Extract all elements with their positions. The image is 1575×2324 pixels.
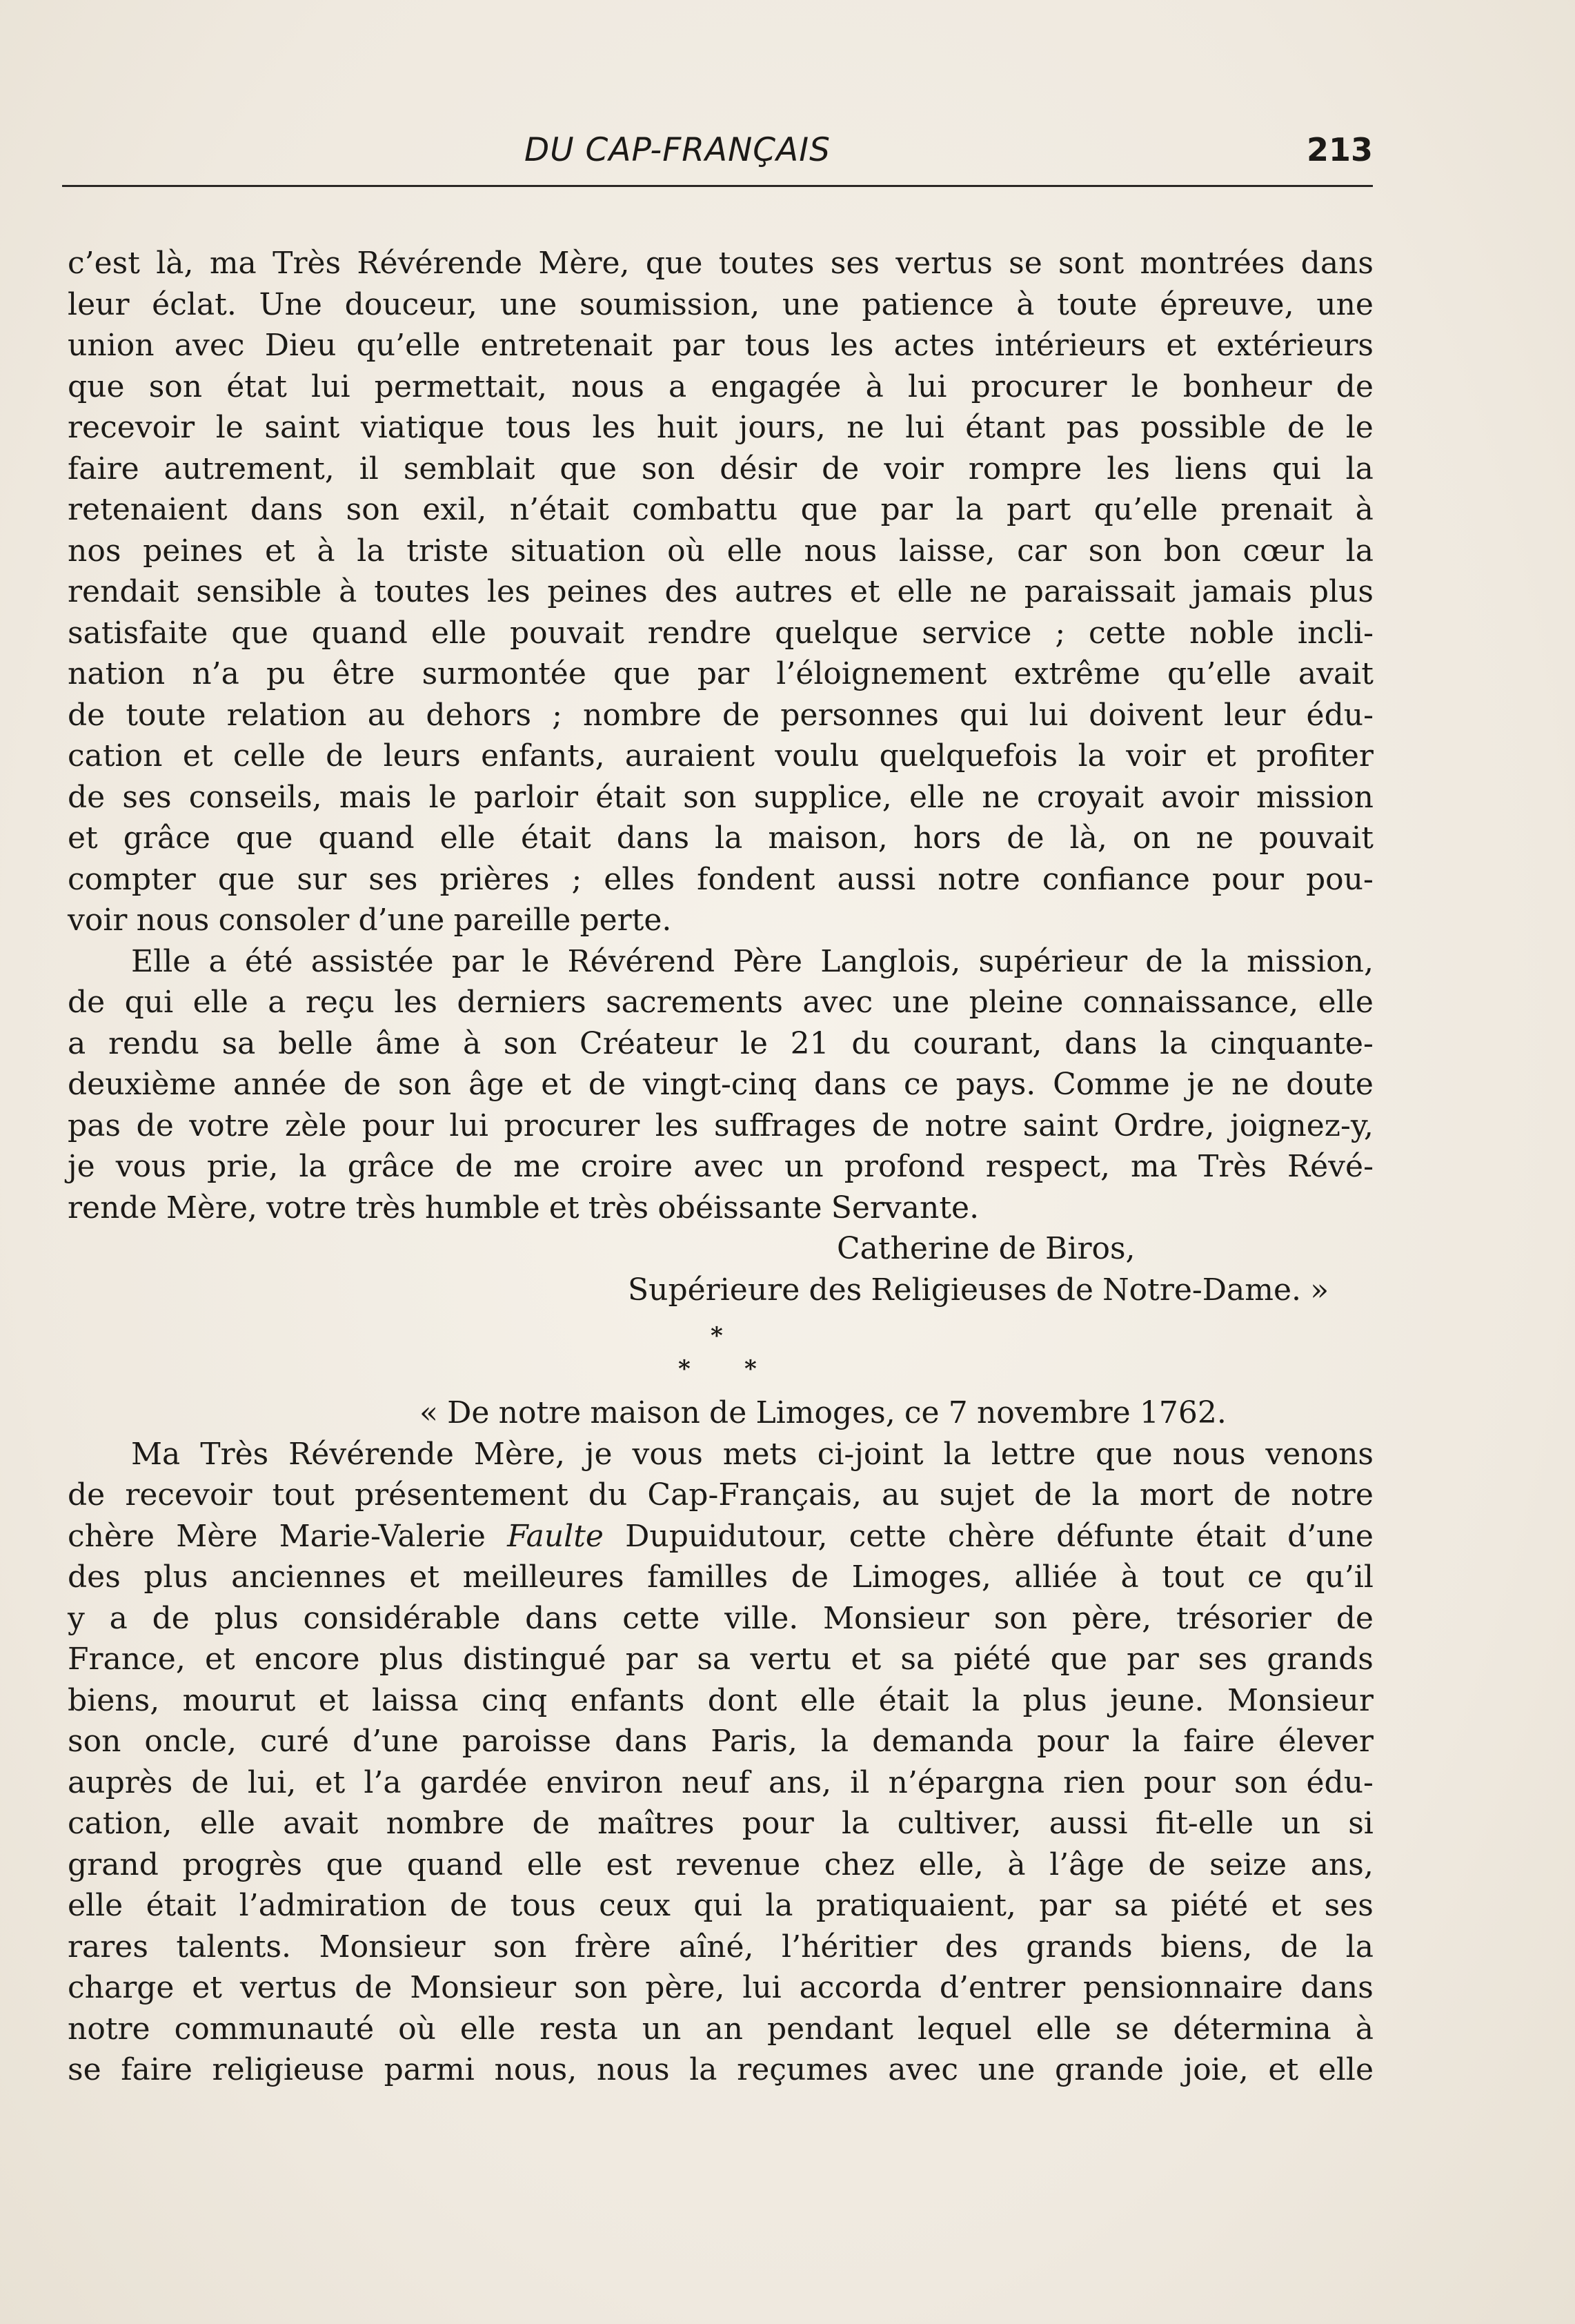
- separator-star: *: [744, 1355, 757, 1383]
- running-head: DU CAP-FRANÇAIS: [524, 131, 831, 169]
- text-line: retenaient dans son exil, n’était combattu que par la part qu’elle prenait à: [68, 492, 1374, 527]
- text-line: France, et encore plus distingué par sa vertu et sa piété que par ses grands: [68, 1642, 1374, 1677]
- text-line: de ses conseils, mais le parloir était son supplice, elle ne croyait avoir mission: [68, 779, 1374, 815]
- signature-name: Catherine de Biros,: [837, 1231, 1136, 1266]
- header-rule: [62, 185, 1373, 187]
- text-line: je vous prie, la grâce de me croire avec un profond respect, ma Très Révé-: [68, 1149, 1374, 1184]
- text-line: grand progrès que quand elle est revenue chez elle, à l’âge de seize ans,: [68, 1847, 1374, 1882]
- text-line: des plus anciennes et meilleures familles de Limoges, alliée à tout ce qu’il: [68, 1559, 1374, 1595]
- text-line: nation n’a pu être surmontée que par l’éloignement extrême qu’elle avait: [68, 656, 1374, 691]
- text-line: recevoir le saint viatique tous les huit jours, ne lui étant pas possible de le: [68, 410, 1374, 445]
- text-line: se faire religieuse parmi nous, nous la reçumes avec une grande joie, et elle: [68, 2052, 1374, 2087]
- body-text: [68, 243, 1374, 2091]
- text-line: notre communauté où elle resta un an pendant lequel elle se détermina à: [68, 2011, 1374, 2047]
- page-header: [62, 131, 1373, 186]
- text-line: a rendu sa belle âme à son Créateur le 21 du courant, dans la cinquante-: [68, 1025, 1374, 1061]
- text-line: union avec Dieu qu’elle entretenait par tous les actes intérieurs et extérieurs: [68, 328, 1374, 363]
- text-line: pas de votre zèle pour lui procurer les suffrages de notre saint Ordre, joignez-y,: [68, 1107, 1374, 1143]
- text-line: auprès de lui, et l’a gardée environ neuf ans, il n’épargna rien pour son édu-: [68, 1764, 1374, 1800]
- text-line: elle était l’admiration de tous ceux qui la pratiquaient, par sa piété et ses: [68, 1888, 1374, 1923]
- page-number: 213: [1306, 131, 1373, 168]
- text-line: y a de plus considérable dans cette ville. Monsieur son père, trésorier de: [68, 1600, 1374, 1636]
- text-line: chère Mère Marie-Valerie Faulte Dupuidutour, cette chère défunte était d’une: [68, 1518, 1374, 1554]
- text-line: c’est là, ma Très Révérende Mère, que toutes ses vertus se sont montrées dans: [68, 246, 1374, 281]
- dateline: « De notre maison de Limoges, ce 7 novembre 1762.: [419, 1395, 1227, 1430]
- text-line: biens, mourut et laissa cinq enfants dont elle était la plus jeune. Monsieur: [68, 1682, 1374, 1718]
- text-line: de qui elle a reçu les derniers sacrements avec une pleine connaissance, elle: [68, 985, 1374, 1020]
- text-line: voir nous consoler d’une pareille perte.: [68, 903, 672, 938]
- text-line: faire autrement, il semblait que son désir de voir rompre les liens qui la: [68, 451, 1374, 486]
- text-line: Elle a été assistée par le Révérend Père Langlois, supérieur de la mission,: [131, 943, 1374, 979]
- text-line: de recevoir tout présentement du Cap-Français, au sujet de la mort de notre: [68, 1477, 1374, 1513]
- text-line: son oncle, curé d’une paroisse dans Paris, la demanda pour la faire élever: [68, 1724, 1374, 1759]
- text-line: charge et vertus de Monsieur son père, lui accorda d’entrer pensionnaire dans: [68, 1970, 1374, 2005]
- text-line: rendait sensible à toutes les peines des autres et elle ne paraissait jamais plus: [68, 574, 1374, 609]
- text-line: compter que sur ses prières ; elles fondent aussi notre confiance pour pou-: [68, 861, 1374, 897]
- text-line: que son état lui permettait, nous a engagée à lui procurer le bonheur de: [68, 368, 1374, 404]
- text-line: cation, elle avait nombre de maîtres pour la cultiver, aussi fit-elle un si: [68, 1806, 1374, 1841]
- separator-star: *: [711, 1322, 723, 1350]
- text-line: cation et celle de leurs enfants, auraient voulu quelquefois la voir et profiter: [68, 738, 1374, 774]
- separator-star: *: [678, 1355, 691, 1383]
- text-line: de toute relation au dehors ; nombre de personnes qui lui doivent leur édu-: [68, 697, 1374, 733]
- text-line: rares talents. Monsieur son frère aîné, l’héritier des grands biens, de la: [68, 1929, 1374, 1964]
- text-line: deuxième année de son âge et de vingt-cinq dans ce pays. Comme je ne doute: [68, 1067, 1374, 1102]
- signature-title: Supérieure des Religieuses de Notre-Dame. »: [628, 1272, 1329, 1308]
- text-line: rende Mère, votre très humble et très obéissante Servante.: [68, 1190, 980, 1225]
- asterism-separator: [68, 1310, 1374, 1392]
- text-line: satisfaite que quand elle pouvait rendre quelque service ; cette noble incli-: [68, 615, 1374, 651]
- text-line: nos peines et à la triste situation où elle nous laisse, car son bon cœur la: [68, 533, 1374, 569]
- text-line: Ma Très Révérende Mère, je vous mets ci-joint la lettre que nous venons: [131, 1436, 1374, 1472]
- text-line: leur éclat. Une douceur, une soumission, une patience à toute épreuve, une: [68, 286, 1374, 322]
- text-line: et grâce que quand elle était dans la maison, hors de là, on ne pouvait: [68, 820, 1374, 856]
